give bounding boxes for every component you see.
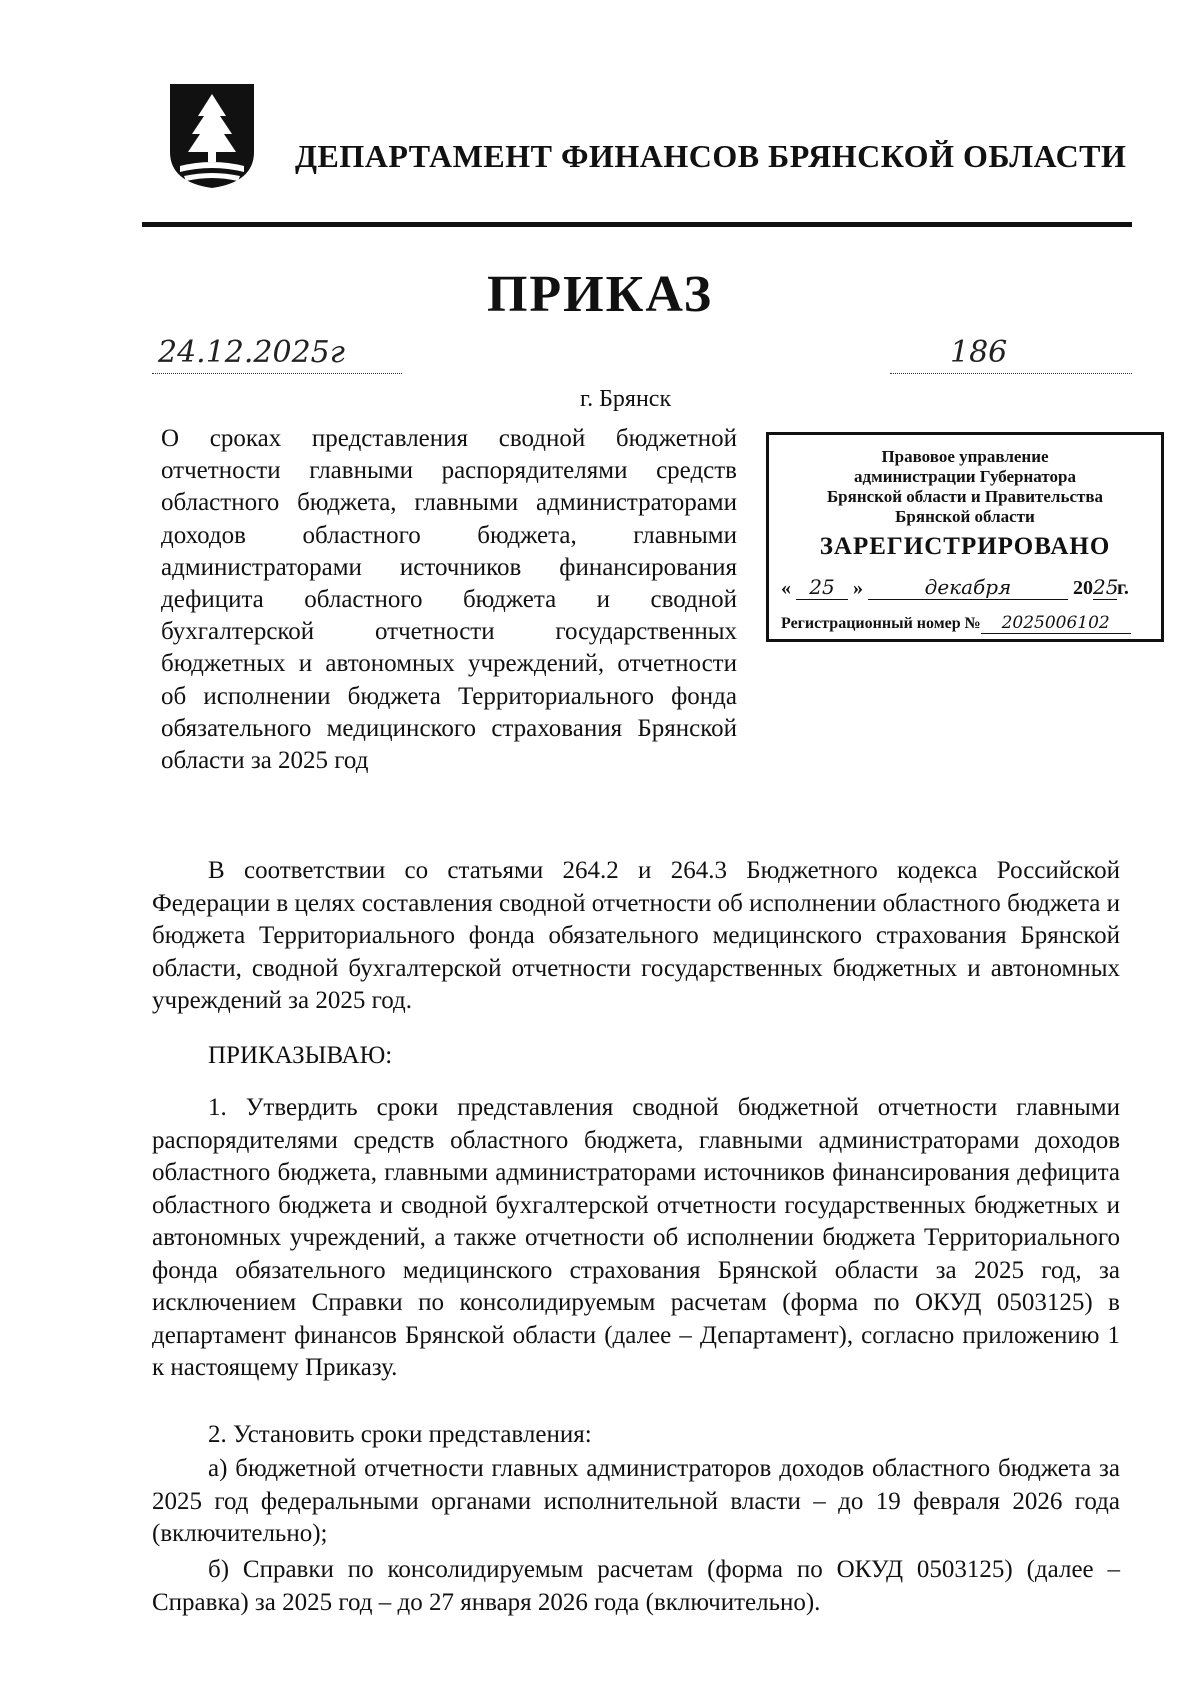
document-title: ПРИКАЗ <box>486 266 714 323</box>
handwritten-order-date: 24.12.2025г <box>158 335 345 370</box>
department-name: ДЕПАРТАМЕНТ ФИНАНСОВ БРЯНСКОЙ ОБЛАСТИ <box>295 138 1127 174</box>
stamp-date-row <box>781 575 1155 600</box>
item-2b: б) Справки по консолидируемым расчетам (форма по ОКУД 0503125) (далее – Справка) за 2025 год – до 27 января 2026 года (включительно). <box>152 1556 1120 1616</box>
stamp-year-unit: г. <box>1117 577 1129 599</box>
stamp-registered: ЗАРЕГИСТРИРОВАНО <box>819 533 1111 560</box>
stamp-org-line: Брянской области и Правительства <box>826 487 1104 506</box>
stamp-year-prefix: 20 <box>1073 577 1093 599</box>
handwritten-order-number: 186 <box>950 335 1008 370</box>
stamp-day: 25 <box>796 575 848 600</box>
stamp-org-line: Правовое управление <box>881 447 1049 466</box>
bryansk-region-emblem-icon <box>168 82 256 190</box>
date-underline <box>152 373 402 374</box>
item-2a: а) бюджетной отчетности главных администраторов доходов областного бюджета за 2025 год федеральными органами исполнительной власти – до 19 февраля 2026 года (включительно); <box>152 1455 1120 1547</box>
item-1: 1. Утвердить сроки представления сводной бюджетной отчетности главными распорядителями средств областного бюджета, главными администраторами доходов областного бюджета, главными администраторами источников финансирования дефицита областного бюджета и сводной бухгалтерской отчетности государственных бюджетных и автономных учреждений, а также отчетности об исполнении бюджета Территориального фонда обязательного медицинского страхования Брянской области за 2025 год, за исключением Справки по консолидируемым расчетам (форма по ОКУД 0503125) в департамент финансов Брянской области (далее – Департамент), согласно приложению 1 к настоящему Приказу. <box>152 1094 1120 1381</box>
order-word: ПРИКАЗЫВАЮ: <box>208 1042 393 1069</box>
stamp-org-line: Брянской области <box>895 507 1035 526</box>
stamp-quote: » <box>853 577 863 599</box>
item-2: 2. Установить сроки представления: <box>208 1421 592 1448</box>
stamp-reg-label: Регистрационный номер № <box>781 615 981 632</box>
stamp-quote: « <box>781 577 791 599</box>
intro-paragraph: В соответствии со статьями 264.2 и 264.3 Бюджетного кодекса Российской Федерации в целях составления сводной отчетности об исполнении областного бюджета и бюджета Территориального фонда обязательного медицинского страхования Брянской области, сводной бухгалтерской отчетности государственных бюджетных и автономных учреждений за 2025 год. <box>152 857 1120 1014</box>
order-subject: О сроках представления сводной бюджетной отчетности главными распорядителями средств областного бюджета, главными администраторами доходов областного бюджета, главными администраторами источников финансирования дефицита областного бюджета и сводной бухгалтерской отчетности государственных бюджетных и автономных учреждений, отчетности об исполнении бюджета Территориального фонда обязательного медицинского страхования Брянской области за 2025 год <box>161 425 737 775</box>
number-underline <box>890 373 1132 374</box>
stamp-year-suffix: 25 <box>1093 575 1119 599</box>
stamp-organization <box>769 447 1161 527</box>
registration-stamp <box>766 432 1164 642</box>
stamp-month: декабря <box>868 575 1068 600</box>
header-divider <box>142 222 1132 227</box>
stamp-registration-row <box>781 613 1155 634</box>
stamp-org-line: администрации Губернатора <box>854 467 1076 486</box>
stamp-reg-number: 2025006102 <box>981 613 1131 634</box>
city: г. Брянск <box>580 386 672 412</box>
